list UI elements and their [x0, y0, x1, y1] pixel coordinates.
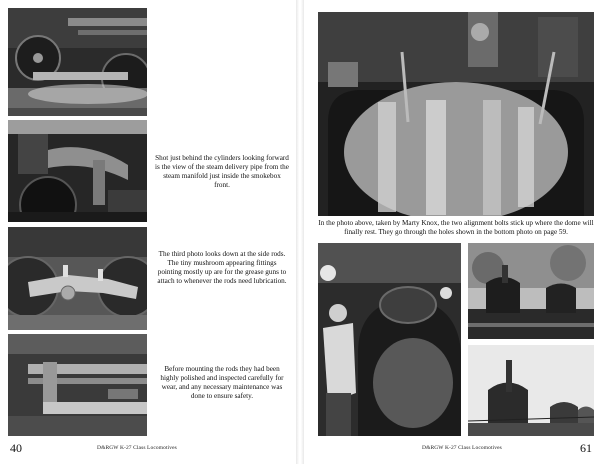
right-page [304, 0, 600, 464]
caption-polished-rods: Before mounting the rods they had been highly polished and inspected carefully for wear, and any necessary maintenance was done to ensure safety. [160, 365, 284, 400]
photo-worker-at-boiler [318, 243, 461, 436]
page-number-right: 61 [580, 441, 592, 455]
book-gutter [296, 0, 304, 464]
page-number-left: 40 [10, 441, 22, 455]
caption-side-rods: The third photo looks down at the side rods. The tiny mushroom appearing fittings pointing mostly up are for the grease guns to attach to whenever the rods need lubrication. [157, 250, 287, 285]
photo-locomotive-running-gear [8, 8, 147, 116]
caption-dome: In the photo above, taken by Marty Knox, the two alignment bolts stick up where the dome will finally rest. They go through the holes shown in the bottom photo on page 59. [318, 219, 594, 236]
photo-domes-sky [468, 345, 594, 436]
footer-left: D&RGW K-27 Class Locomotives [97, 445, 177, 451]
photo-side-rods [8, 227, 147, 330]
caption-cylinders: Shot just behind the cylinders looking forward is the view of the steam delivery pipe from the steam manifold just inside the smokebox front. [155, 154, 289, 189]
footer-right: D&RGW K-27 Class Locomotives [422, 445, 502, 451]
photo-polished-rods [8, 334, 147, 436]
photo-steam-delivery-pipe [8, 120, 147, 222]
photo-domes-on-boiler [468, 243, 594, 339]
photo-dome-alignment-bolts [318, 12, 594, 216]
left-page [0, 0, 296, 464]
